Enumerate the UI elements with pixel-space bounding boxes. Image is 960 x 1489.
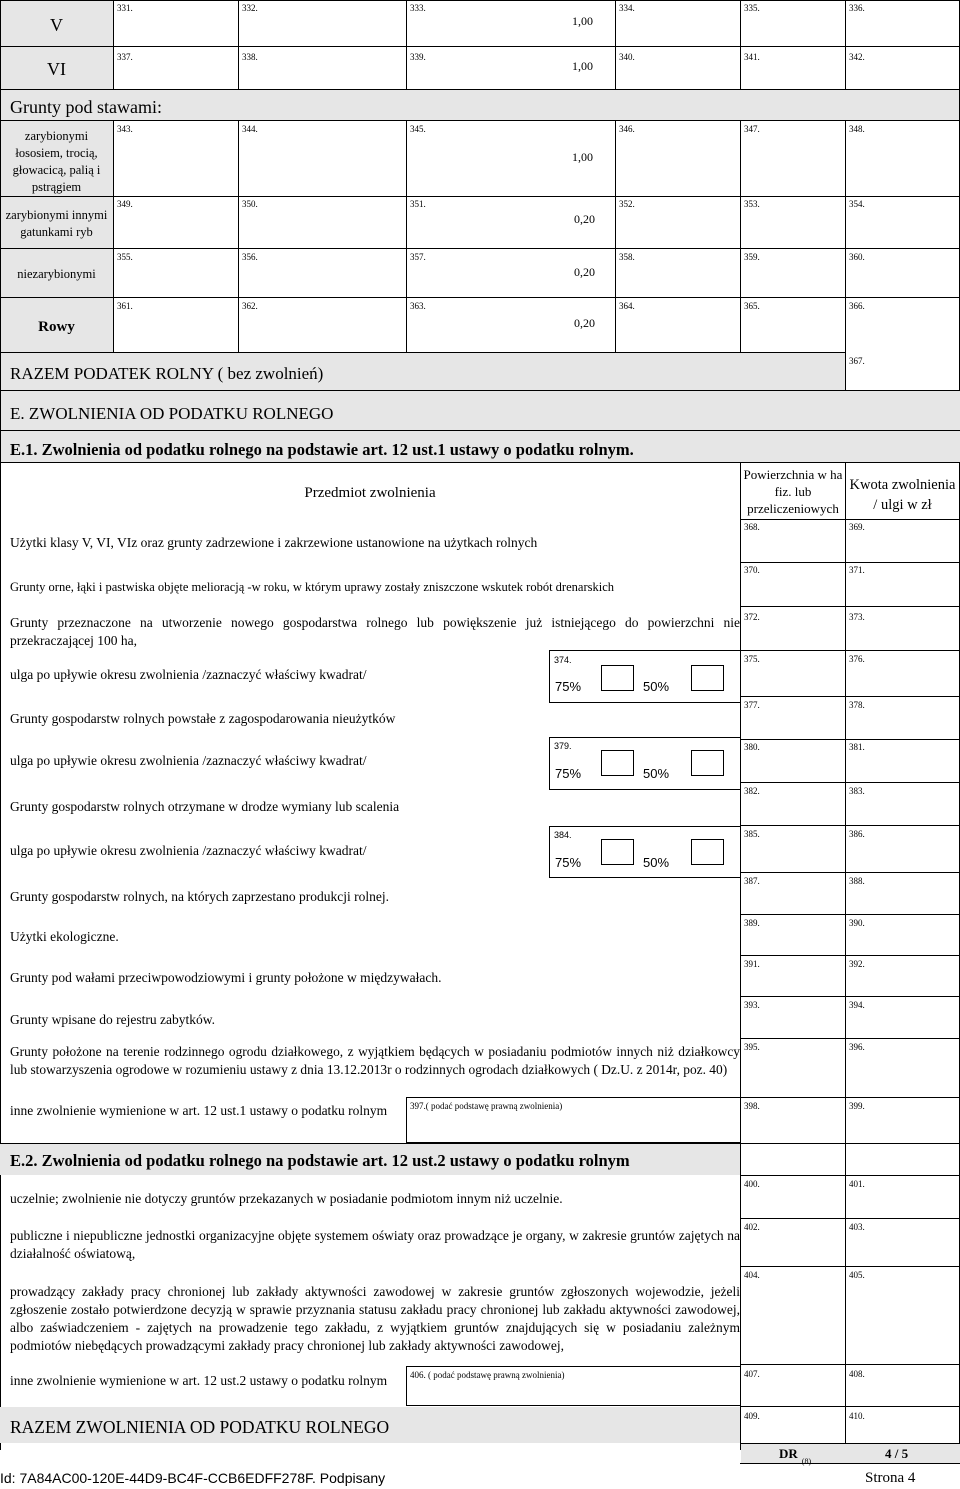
exemption-row-text: publiczne i niepubliczne jednostki organizacyjne objęte systemem oświaty oraz prowadzące je organy, w zakresie gruntów zajętych na działalność oświatową,: [10, 1228, 740, 1261]
e1-title: E.1. Zwolnienia od podatku rolnego na podstawie art. 12 ust.1 ustawy o podatku rolnym.: [10, 440, 634, 459]
row-label-v: V: [50, 15, 63, 35]
field-number: 408.: [849, 1369, 865, 1379]
checkbox-75[interactable]: [601, 839, 634, 865]
field-number: 381.: [849, 742, 865, 752]
pond-label: zarybionymi łososiem, trocią, głowacicą, palią i pstrągiem: [12, 129, 101, 194]
exemption-row-text: Grunty gospodarstw rolnych otrzymane w drodze wymiany lub scalenia: [10, 799, 400, 814]
field-number: 337.: [117, 52, 133, 62]
field-number: 364.: [619, 301, 635, 311]
field-number: 373.: [849, 612, 865, 622]
ponds-header: Grunty pod stawami:: [10, 97, 162, 117]
e2-title: E.2. Zwolnienia od podatku rolnego na podstawie art. 12 ust.2 ustawy o podatku rolnym: [10, 1151, 630, 1170]
field-number: 359.: [744, 252, 760, 262]
razem-zwolnienia-label: RAZEM ZWOLNIENIA OD PODATKU ROLNEGO: [10, 1417, 390, 1437]
rowy-label: Rowy: [38, 319, 75, 335]
col-subject-header: Przedmiot zwolnienia: [304, 485, 436, 501]
exemption-row-text: uczelnie; zwolnienie nie dotyczy gruntów przekazanych w posiadanie podmiotom innym niż uczelnie.: [10, 1191, 563, 1206]
field-number: 405.: [849, 1270, 865, 1280]
field-number: 342.: [849, 52, 865, 62]
exemption-row-text: Grunty wpisane do rejestru zabytków.: [10, 1012, 215, 1027]
col-area-header: Powierzchnia w ha fiz. lub przeliczeniowych: [743, 467, 843, 516]
field-number: 358.: [619, 252, 635, 262]
field-number: 335.: [744, 3, 760, 13]
field-number: 369.: [849, 522, 865, 532]
field-number: 389.: [744, 918, 760, 928]
rate-value: 1,00: [572, 14, 593, 28]
field-number: 334.: [619, 3, 635, 13]
field-number: 404.: [744, 1270, 760, 1280]
pct-75-label: 75%: [555, 766, 582, 781]
dr-subscript: (8): [801, 1457, 812, 1466]
col-amount-header: Kwota zwolnienia / ulgi w zł: [849, 477, 956, 513]
field-number: 353.: [744, 199, 760, 209]
field-number: 393.: [744, 1000, 760, 1010]
pct-75-label: 75%: [555, 679, 582, 694]
exemption-row-text: Grunty przeznaczone na utworzenie nowego gospodarstwa rolnego lub powiększenie już istniejącego do powierzchni nie przekraczającej 100 ha,: [10, 615, 740, 648]
field-number: 341.: [744, 52, 760, 62]
dr-text: DR: [779, 1446, 798, 1461]
field-number: 348.: [849, 124, 865, 134]
field-number: 410.: [849, 1411, 865, 1421]
exemption-row-text: Grunty gospodarstw rolnych powstałe z zagospodarowania nieużytków: [10, 711, 396, 726]
field-number: 382.: [744, 786, 760, 796]
field-number: 380.: [744, 742, 760, 752]
field-number: 365.: [744, 301, 760, 311]
rate-value: 0,20: [574, 212, 595, 226]
field-number: 395.: [744, 1042, 760, 1052]
field-number: 386.: [849, 829, 865, 839]
rate-value: 0,20: [574, 316, 595, 330]
field-number: 361.: [117, 301, 133, 311]
pond-label: zarybionymi innymi gatunkami ryb: [5, 208, 108, 239]
rate-value: 1,00: [572, 59, 593, 73]
field-number: 391.: [744, 959, 760, 969]
field-number: 374.: [554, 655, 572, 665]
field-number: 354.: [849, 199, 865, 209]
field-number: 406. ( podać podstawę prawną zwolnienia): [410, 1370, 565, 1380]
field-number: 349.: [117, 199, 133, 209]
field-number: 402.: [744, 1222, 760, 1232]
field-number: 398.: [744, 1101, 760, 1111]
checkbox-50[interactable]: [691, 750, 724, 776]
page-indicator: 4 / 5: [885, 1446, 909, 1461]
field-number: 390.: [849, 918, 865, 928]
field-number: 338.: [242, 52, 258, 62]
page-number: Strona 4: [865, 1470, 916, 1486]
field-number: 363.: [410, 301, 426, 311]
field-number: 378.: [849, 700, 865, 710]
field-number: 397.( podać podstawę prawną zwolnienia): [410, 1101, 563, 1111]
rate-value: 1,00: [572, 150, 593, 164]
checkbox-50[interactable]: [691, 839, 724, 865]
field-number: 336.: [849, 3, 865, 13]
field-number: 352.: [619, 199, 635, 209]
section-e-title: E. ZWOLNIENIA OD PODATKU ROLNEGO: [10, 404, 334, 423]
exemption-row-text: Grunty położone na terenie rodzinnego ogrodu działkowego, z wyjątkiem będących w posiadaniu podmiotów innych niż działkowcy lub stowarzyszenia ogrodowe w rozumieniu ustawy z dnia 13.12.2013r o rodzinnych ogrodach działkowych ( Dz.U. z 2014r, poz. 40): [10, 1044, 740, 1077]
ulga-row-text: ulga po upływie okresu zwolnienia /zaznaczyć właściwy kwadrat/: [10, 667, 367, 682]
field-number: 388.: [849, 876, 865, 886]
pct-50-label: 50%: [643, 766, 670, 781]
checkbox-50[interactable]: [691, 665, 724, 691]
field-number: 355.: [117, 252, 133, 262]
field-number: 366.: [849, 301, 865, 311]
razem-podatek-label: RAZEM PODATEK ROLNY ( bez zwolnień): [10, 364, 324, 383]
field-number: 345.: [410, 124, 426, 134]
field-number: 340.: [619, 52, 635, 62]
field-number: 351.: [410, 199, 426, 209]
field-number: 346.: [619, 124, 635, 134]
field-number: 376.: [849, 654, 865, 664]
exemption-row-text: Użytki klasy V, VI, VIz oraz grunty zadrzewione i zakrzewione ustanowione na użytkach rolnych: [10, 535, 538, 550]
field-number: 357.: [410, 252, 426, 262]
field-number: 399.: [849, 1101, 865, 1111]
rate-value: 0,20: [574, 265, 595, 279]
exemption-row-text: Grunty pod wałami przeciwpowodziowymi i grunty położone w międzywałach.: [10, 970, 442, 985]
field-number: 383.: [849, 786, 865, 796]
field-number: 331.: [117, 3, 133, 13]
document-id: Id: 7A84AC00-120E-44D9-BC4F-CCB6EDFF278F. Podpisany: [0, 1470, 386, 1486]
field-number: 371.: [849, 565, 865, 575]
exemption-row-text: Grunty gospodarstw rolnych, na których zaprzestano produkcji rolnej.: [10, 889, 390, 904]
field-number: 350.: [242, 199, 258, 209]
pond-label: niezarybionymi: [17, 267, 96, 281]
field-number: 372.: [744, 612, 760, 622]
row-label-vi: VI: [47, 59, 66, 79]
field-number: 333.: [410, 3, 426, 13]
field-number: 384.: [554, 830, 572, 840]
field-number: 332.: [242, 3, 258, 13]
field-number: 387.: [744, 876, 760, 886]
field-number: 379.: [554, 741, 572, 751]
field-number: 400.: [744, 1179, 760, 1189]
exemption-row-text: prowadzący zakłady pracy chronionej lub zakłady aktywności zawodowej w zakresie gruntów zgłoszonych wojewodzie, jeżeli zgłoszenie zostało potwierdzone decyzją w sprawie przyznania statusu zakładu pracy chronionej lub zakładu aktywności zawodowej, albo zaświadczeniem - zajętych na prowadzenie tego zakładu, z wyjątkiem gruntów znajdujących się w posiadaniu zależnym podmiotów niebędących prowadzącymi zakłady pracy chronionej lub zakłady aktywności zawodowej,: [10, 1284, 740, 1353]
field-number: 403.: [849, 1222, 865, 1232]
field-number: 385.: [744, 829, 760, 839]
ulga-row-text: ulga po upływie okresu zwolnienia /zaznaczyć właściwy kwadrat/: [10, 843, 367, 858]
field-number: 407.: [744, 1369, 760, 1379]
field-number: 375.: [744, 654, 760, 664]
pct-50-label: 50%: [643, 679, 670, 694]
field-number: 401.: [849, 1179, 865, 1189]
field-number: 343.: [117, 124, 133, 134]
exemption-row-text: inne zwolnienie wymienione w art. 12 ust.2 ustawy o podatku rolnym: [10, 1373, 388, 1388]
dr-label: [779, 1445, 811, 1471]
field-number: 368.: [744, 522, 760, 532]
field-number: 394.: [849, 1000, 865, 1010]
ulga-row-text: ulga po upływie okresu zwolnienia /zaznaczyć właściwy kwadrat/: [10, 753, 367, 768]
field-number: 360.: [849, 252, 865, 262]
field-number: 356.: [242, 252, 258, 262]
field-number: 344.: [242, 124, 258, 134]
field-number: 370.: [744, 565, 760, 575]
field-number: 392.: [849, 959, 865, 969]
exemption-row-text: Użytki ekologiczne.: [10, 929, 119, 944]
field-number: 409.: [744, 1411, 760, 1421]
exemption-row-text: Grunty orne, łąki i pastwiska objęte melioracją -w roku, w którym uprawy zostały zniszczone wskutek robót drenarskich: [10, 580, 614, 594]
field-number: 396.: [849, 1042, 865, 1052]
field-number: 377.: [744, 700, 760, 710]
checkbox-75[interactable]: [601, 665, 634, 691]
checkbox-75[interactable]: [601, 750, 634, 776]
field-number: 347.: [744, 124, 760, 134]
field-number: 339.: [410, 52, 426, 62]
field-number: 362.: [242, 301, 258, 311]
pct-75-label: 75%: [555, 855, 582, 870]
field-number: 367.: [849, 356, 865, 366]
pct-50-label: 50%: [643, 855, 670, 870]
exemption-row-text: inne zwolnienie wymienione w art. 12 ust.1 ustawy o podatku rolnym: [10, 1103, 388, 1118]
